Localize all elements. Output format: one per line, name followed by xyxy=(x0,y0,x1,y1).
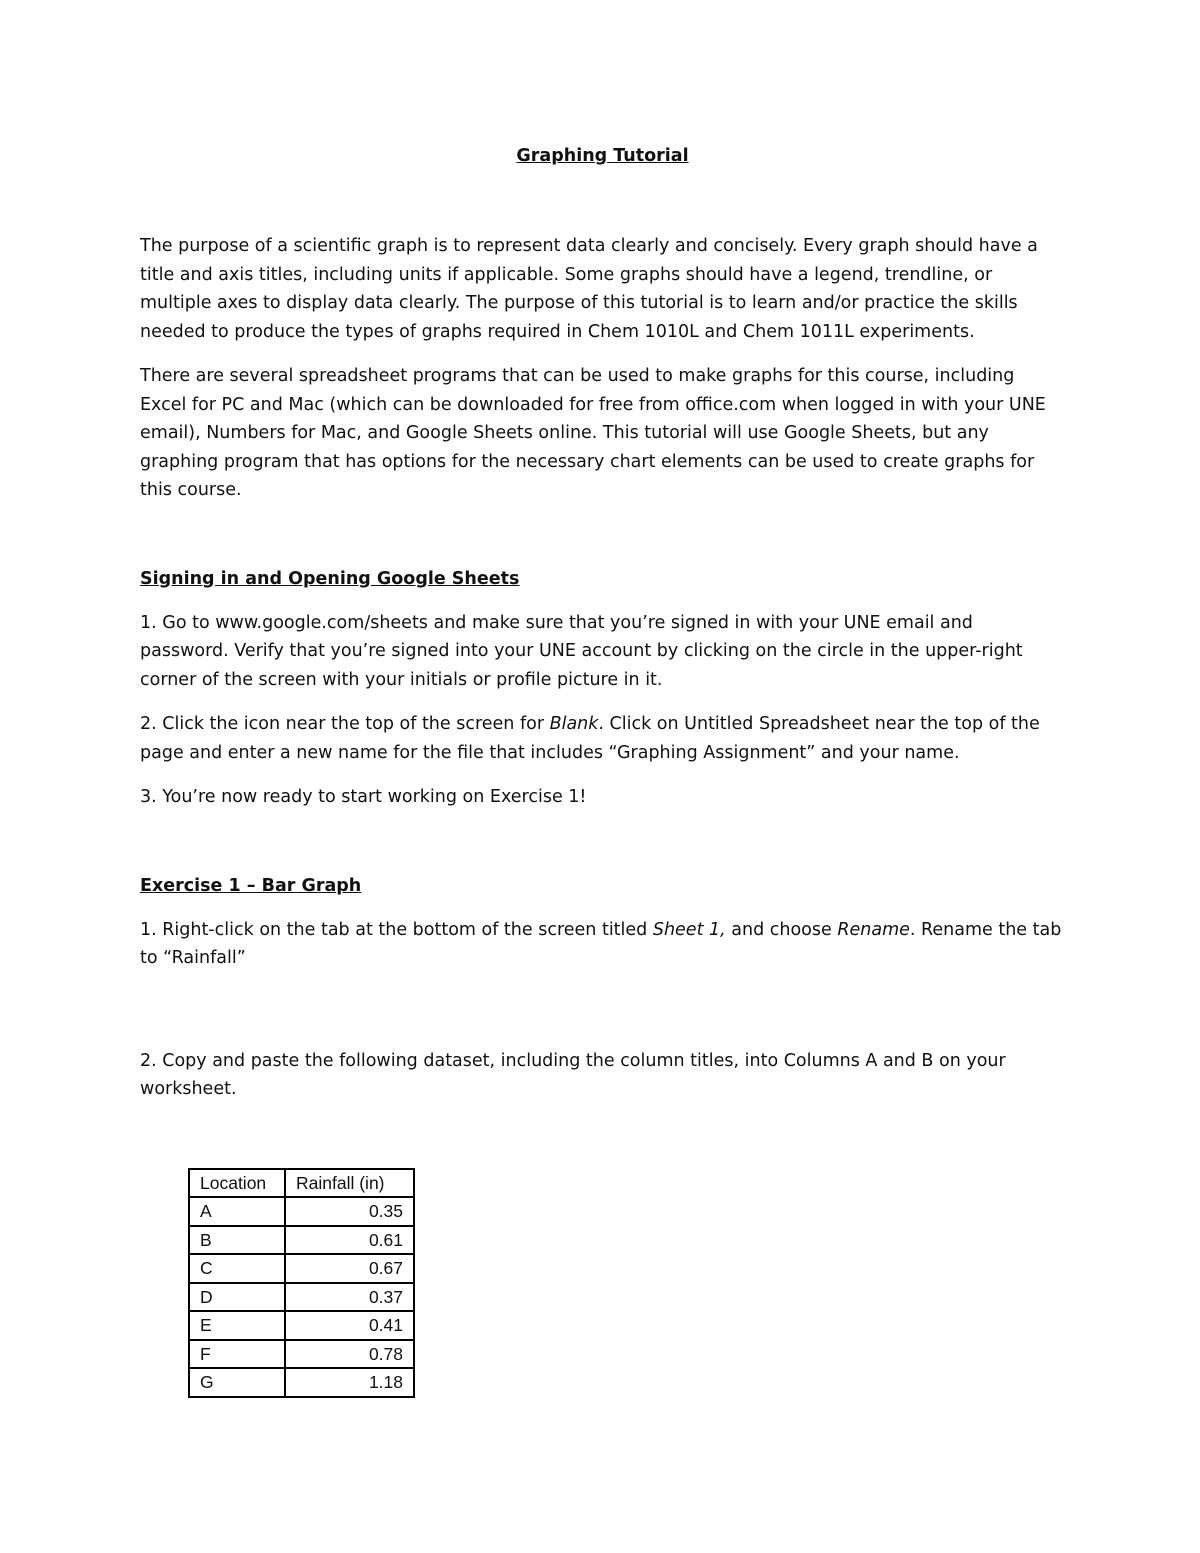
cell-rainfall: 0.35 xyxy=(285,1197,414,1226)
table-row xyxy=(189,1254,414,1283)
exercise1-step-1-emphasis-sheet: Sheet 1, xyxy=(652,919,726,940)
cell-location: A xyxy=(189,1197,285,1226)
exercise1-heading: Exercise 1 – Bar Graph xyxy=(140,875,362,896)
cell-location: B xyxy=(189,1226,285,1255)
signin-step-2-emphasis: Blank xyxy=(549,714,599,734)
column-header-rainfall: Rainfall (in) xyxy=(285,1169,414,1198)
cell-rainfall: 0.67 xyxy=(285,1254,414,1283)
cell-rainfall: 0.41 xyxy=(285,1311,414,1340)
cell-location: G xyxy=(189,1368,285,1397)
table-row xyxy=(189,1226,414,1255)
signin-heading: Signing in and Opening Google Sheets xyxy=(140,568,520,589)
table-row xyxy=(189,1368,414,1397)
exercise1-step-1-text-c: . Rename the tab to “Rainfall” xyxy=(140,919,1062,968)
signin-step-2-text-a: 2. Click the icon near the top of the screen for xyxy=(140,714,550,734)
table-row xyxy=(189,1197,414,1226)
exercise1-step-1 xyxy=(140,916,1065,973)
cell-location: C xyxy=(189,1254,285,1283)
cell-rainfall: 0.37 xyxy=(285,1283,414,1312)
rainfall-table xyxy=(188,1168,415,1398)
cell-location: F xyxy=(189,1340,285,1369)
signin-step-3: 3. You’re now ready to start working on Exercise 1! xyxy=(140,787,587,807)
table-row xyxy=(189,1311,414,1340)
cell-rainfall: 0.61 xyxy=(285,1226,414,1255)
signin-step-2-text-b: . Click on Untitled Spreadsheet near the top of the page and enter a new name for the file that includes “Graphing Assignment” and your name. xyxy=(140,714,1040,763)
table-row xyxy=(189,1283,414,1312)
intro-paragraph-2: There are several spreadsheet programs that can be used to make graphs for this course, including Excel for PC and Mac (which can be downloaded for free from office.com when logged in with your UNE email), Numbers for Mac, and Google Sheets online. This tutorial will use Google Sheets, but any graphing program that has options for the necessary chart elements can be used to create graphs for this course. xyxy=(140,366,1046,500)
document-title: Graphing Tutorial xyxy=(516,146,689,166)
exercise1-step-1-text-a: 1. Right-click on the tab at the bottom of the screen titled xyxy=(140,919,653,940)
exercise1-step-2: 2. Copy and paste the following dataset, including the column titles, into Columns A and B on your worksheet. xyxy=(140,1050,1006,1099)
signin-step-1: 1. Go to www.google.com/sheets and make sure that you’re signed in with your UNE email and password. Verify that you’re signed into your UNE account by clicking on the circle in the upper-right corner of the screen with your initials or profile picture in it. xyxy=(140,612,1023,690)
cell-rainfall: 0.78 xyxy=(285,1340,414,1369)
cell-location: D xyxy=(189,1283,285,1312)
intro-paragraph-1: The purpose of a scientific graph is to represent data clearly and concisely. Every graph should have a title and axis titles, including units if applicable. Some graphs should have a legend, trendline, or multiple axes to display data clearly. The purpose of this tutorial is to learn and/or practice the skills needed to produce the types of graphs required in Chem 1010L and Chem 1011L experiments. xyxy=(140,236,1038,342)
cell-location: E xyxy=(189,1311,285,1340)
exercise1-step-1-text-b: and choose xyxy=(725,919,838,940)
table-header-row xyxy=(189,1169,414,1198)
cell-rainfall: 1.18 xyxy=(285,1368,414,1397)
signin-step-2 xyxy=(140,710,1065,767)
table-row xyxy=(189,1340,414,1369)
document-page xyxy=(140,142,1065,1398)
column-header-location: Location xyxy=(189,1169,285,1198)
exercise1-step-1-emphasis-rename: Rename xyxy=(837,919,910,940)
